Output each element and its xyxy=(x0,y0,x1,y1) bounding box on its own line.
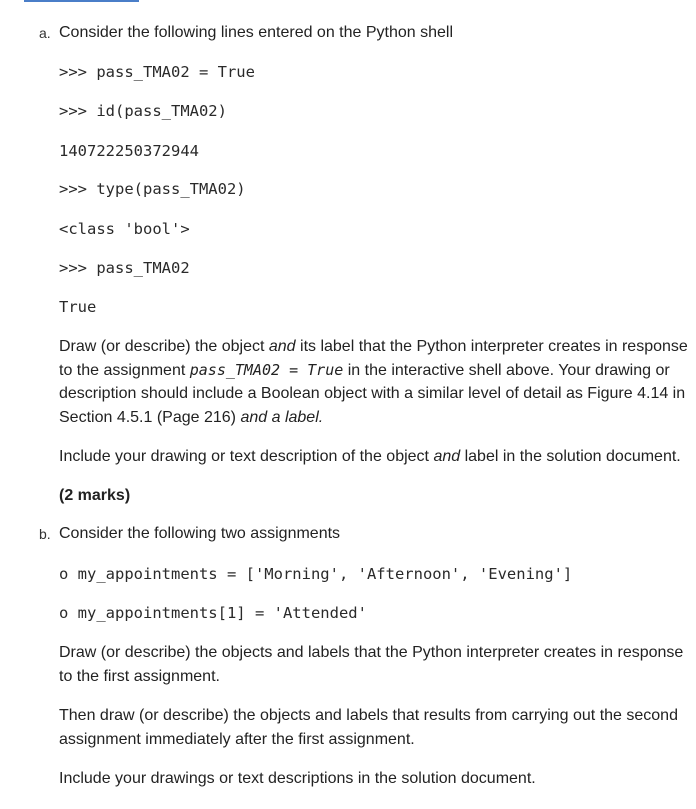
shell-line-5: <class 'bool'> xyxy=(59,220,190,238)
part-b-draw-paragraph-2: Then draw (or describe) the objects and labels that results from carrying out the second assignment immediately after the first assignment. xyxy=(59,707,678,748)
assignment-line-2: o my_appointments[1] = 'Attended' xyxy=(59,604,367,622)
part-b-draw-paragraph-1: Draw (or describe) the objects and labels that the Python interpreter creates in response to the first assignment. xyxy=(59,644,684,685)
part-a-include-paragraph: Include your drawing or text description of the object and label in the solution document. xyxy=(59,448,681,465)
part-b-include-paragraph: Include your drawings or text descriptions in the solution document. xyxy=(59,770,536,787)
assignment-line-1: o my_appointments = ['Morning', 'Afternoon', 'Evening'] xyxy=(59,565,573,583)
part-b-marker: b. xyxy=(39,526,51,542)
shell-line-7: True xyxy=(59,298,97,316)
part-b-intro: Consider the following two assignments xyxy=(59,525,341,542)
part-a-intro: Consider the following lines entered on the Python shell xyxy=(59,24,454,41)
part-a-draw-paragraph: Draw (or describe) the object and its label that the Python interpreter creates in response to the assignment pass_TMA02 = True in the interactive shell above. Your drawing or description should include a Boolean object with a similar level of detail as Figure 4.14 in Section 4.5.1 (Page 216) and a label. xyxy=(59,338,688,426)
shell-line-4: >>> type(pass_TMA02) xyxy=(59,180,246,198)
shell-line-3: 140722250372944 xyxy=(59,142,199,160)
part-a-marker: a. xyxy=(39,25,51,41)
part-a-marks: (2 marks) xyxy=(59,487,131,504)
top-rule xyxy=(24,0,139,2)
shell-line-1: >>> pass_TMA02 = True xyxy=(59,63,255,81)
inline-code: pass_TMA02 = True xyxy=(189,360,344,379)
shell-line-2: >>> id(pass_TMA02) xyxy=(59,102,227,120)
shell-line-6: >>> pass_TMA02 xyxy=(59,259,190,277)
